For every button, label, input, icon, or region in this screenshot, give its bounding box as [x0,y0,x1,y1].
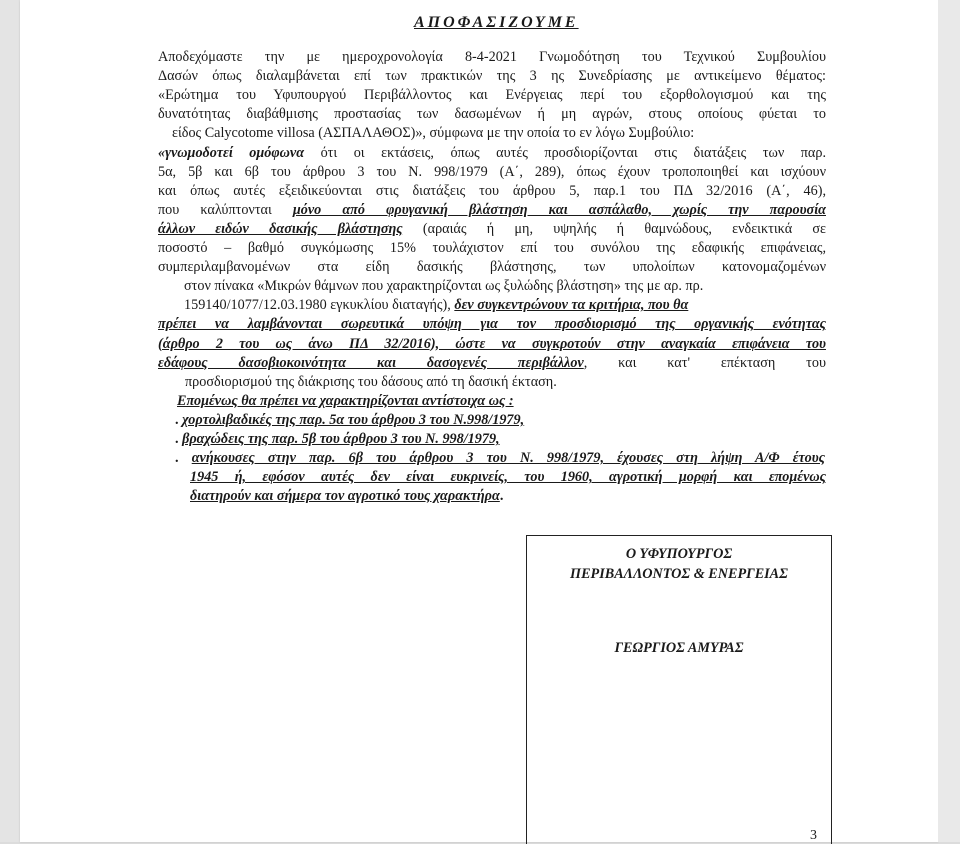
text-segment: (άρθρο 2 του ως άνω ΠΔ 32/2016), ώστε να συγκροτούν στην αναγκαία επιφάνεια του [158,335,826,352]
text-segment: . [175,411,183,428]
text-segment: βραχώδεις της παρ. 5β του άρθρου 3 του Ν. 998/1979, [182,431,500,447]
text-segment: . [499,488,504,505]
text-segment: συμπεριλαμβανομένων στα είδη δασικής βλάστησης, των υπολοίπων κατονομαζομένων [158,259,826,276]
signatory-name: ΓΕΩΡΓΙΟΣ ΑΜΥΡΑΣ [614,640,744,656]
body-line [158,258,826,276]
text-segment: ποσοστό – βαθμό συγκόμωσης 15% τουλάχιστον επί του συνόλου της εδαφικής επιφάνειας, [158,240,826,256]
text-segment: 5α, 5β και 6β του άρθρου 3 του Ν. 998/1979 (Α΄, 289), όπως έχουν τροποποιηθεί και ισχύουν [158,163,826,180]
text-segment: στον πίνακα «Μικρών θάμνων που χαρακτηρίζονται ως ξυλώδης βλάστηση» της με αρ. πρ. [184,278,704,295]
text-segment: πρέπει να λαμβάνονται σωρευτικά υπόψη για τον προσδιορισμό της οργανικής ενότητας [158,316,826,333]
text-segment: (αραιάς ή μη, υψηλής ή θαμνώδους, ενδεικτικά σε [402,220,826,237]
body-line [185,373,557,391]
text-segment: εδάφους δασοβιοκοινότητα και δασογενές περιβάλλον [158,354,584,371]
document-heading: ΑΠΟΦΑΣΙΖΟΥΜΕ [414,14,579,31]
body-line [158,163,826,181]
body-line [158,48,826,66]
right-scroll-area [938,0,960,842]
body-line [158,354,826,372]
body-line [158,315,826,333]
body-line [184,277,703,295]
page-number: 3 [810,828,817,843]
body-line [175,411,524,429]
text-segment: , και κατ' επέκταση του [583,354,826,371]
text-segment: μόνο από φρυγανική βλάστηση και ασπάλαθο, χωρίς την παρουσία [292,201,826,218]
text-segment: δυνατότητας διαβάθμισης προστασίας των δασωμένων ή μη αγρών, στους οποίους φύεται το [158,106,826,123]
text-segment: άλλων ειδών δασικής βλάστησης [158,220,403,237]
text-segment: . [175,450,192,467]
text-segment: Δασών όπως διαλαμβάνεται επί των πρακτικών της 3 ης Συνεδρίασης με αντικείμενο θέματος: [158,68,826,85]
text-segment: Αποδεχόμαστε την με ημεροχρονολογία 8-4-2021 Γνωμοδότηση του Τεχνικού Συμβουλίου [158,49,826,65]
text-segment: 159140/1077/12.03.1980 εγκυκλίου διαταγής), [184,297,455,314]
body-line [158,105,826,123]
body-line [175,430,500,448]
body-line [190,487,503,505]
body-line [158,67,826,85]
left-margin-bar [0,0,20,842]
body-line [158,182,826,200]
text-segment: είδος Calycotome villosa (ΑΣΠΑΛΑΘΟΣ)», σύμφωνα με την οποία το εν λόγω Συμβούλιο: [172,125,695,142]
text-segment: προσδιορισμού της διάκρισης του δάσους από τη δασική έκταση. [185,373,557,390]
signature-block [526,535,832,844]
body-line [172,124,694,142]
text-segment: διατηρούν και σήμερα τον αγροτικό τους χαρακτήρα [190,488,500,505]
body-line [158,239,826,257]
text-segment: Επομένως θα πρέπει να χαρακτηρίζονται αντίστοιχα ως : [177,392,514,409]
text-segment: δεν συγκεντρώνουν τα κριτήρια, που θα [454,297,689,314]
signature-title-line1: Ο ΥΦΥΠΟΥΡΓΟΣ [625,546,733,562]
body-line [175,449,825,467]
text-segment: χορτολιβαδικές της παρ. 5α του άρθρου 3 του Ν.998/1979, [182,411,525,428]
text-segment: και όπως αυτές εξειδικεύονται στις διατάξεις του άρθρου 5, παρ.1 του ΠΔ 32/2016 (Α΄, 46), [158,182,826,199]
document-page [20,0,938,842]
text-segment: ανήκουσες στην παρ. 6β του άρθρου 3 του Ν. 998/1979, έχουσες στη λήψη Α/Φ έτους [191,450,825,467]
text-segment: που καλύπτονται [158,201,293,218]
text-segment: ότι οι εκτάσεις, όπως αυτές προσδιορίζονται στις διατάξεις των παρ. [304,144,826,161]
body-line [158,144,826,162]
text-segment: 1945 ή, εφόσον αυτές δεν είναι ευκρινείς, του 1960, αγροτική μορφή και επομένως [190,469,826,486]
body-line [158,86,826,104]
body-line [158,201,826,219]
signature-title-line2: ΠΕΡΙΒΑΛΛΟΝΤΟΣ & ΕΝΕΡΓΕΙΑΣ [570,566,788,582]
body-line [158,220,826,238]
text-segment: . [175,431,183,447]
body-line [190,468,826,486]
body-line [184,296,688,314]
body-line [158,335,826,353]
body-line [177,392,514,410]
text-segment: «Ερώτημα του Υφυπουργού Περιβάλλοντος και Ενέργειας περί του εξορθολογισμού και της [158,87,826,104]
text-segment: «γνωμοδοτεί ομόφωνα [158,144,305,161]
